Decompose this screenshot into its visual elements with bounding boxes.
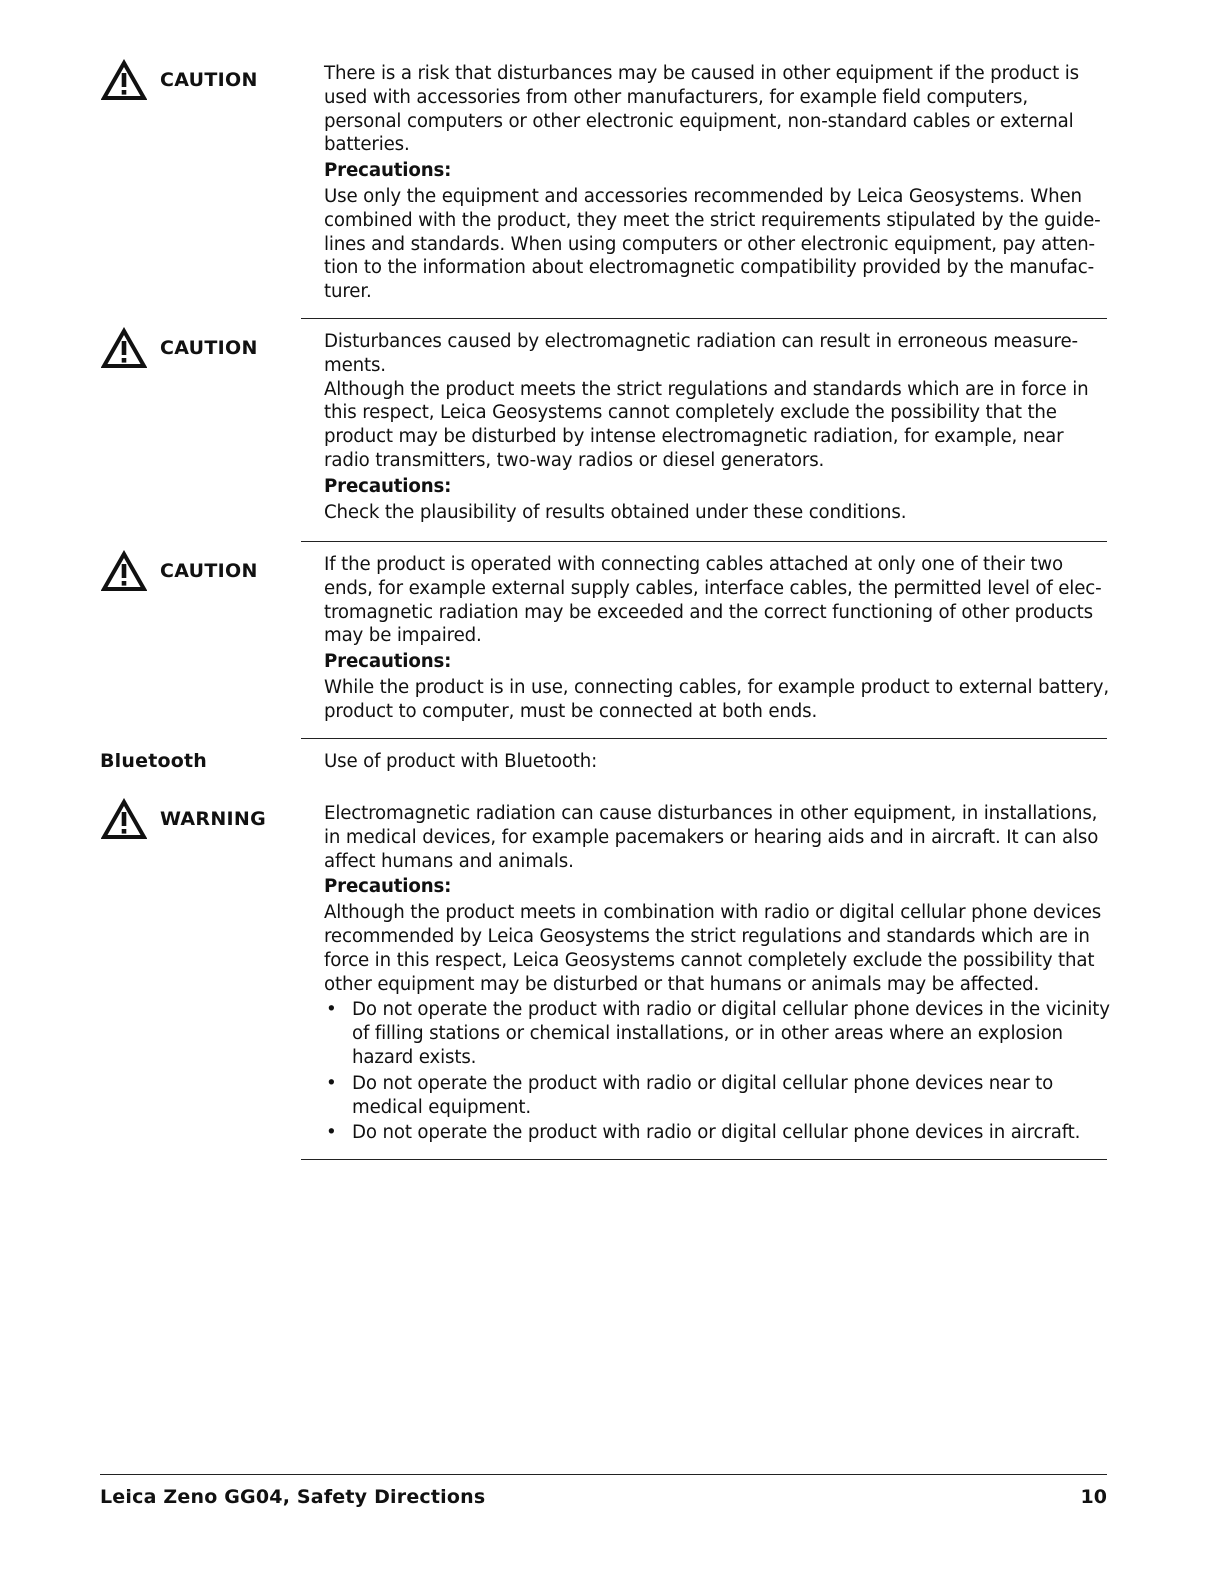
list-item xyxy=(324,1072,1110,1120)
caution-heading: CAUTION xyxy=(160,69,258,91)
precautions-list xyxy=(324,998,1110,1145)
bullet-marker: • xyxy=(326,1072,337,1094)
precautions-heading: Precautions: xyxy=(324,876,452,898)
precautions-heading: Precautions: xyxy=(324,651,452,673)
precautions-text: Use only the equipment and accessories recommended by Leica Geosystems. When combined with the product, they meet the strict requirements stipulated by the guide-lines and standards. When using computers or other electronic equipment, pay atten-tion to the information about electromagnetic compatibility provided by the manufac-turer. xyxy=(324,185,1101,303)
bluetooth-intro xyxy=(324,750,1110,774)
warning-triangle-icon xyxy=(101,798,147,840)
paragraph: There is a risk that disturbances may be caused in other equipment if the product is used with accessories from other manufacturers, for example field computers, personal computers or other electronic equipment, non-standard cables or external batteries. xyxy=(324,63,1079,156)
list-item-text: Do not operate the product with radio or digital cellular phone devices in the vicinity of filling stations or chemical installations, or in other areas where an explosion hazard exists. xyxy=(352,999,1110,1068)
caution-heading: CAUTION xyxy=(160,560,258,582)
warning-triangle-icon xyxy=(101,59,147,101)
section-divider xyxy=(301,541,1107,542)
paragraph: Electromagnetic radiation can cause disturbances in other equipment, in installations, in medical devices, for example pacemakers or hearing aids and in aircraft. It can also affect humans and animals. xyxy=(324,803,1099,872)
list-item xyxy=(324,998,1110,1069)
page-number: 10 xyxy=(1080,1486,1107,1508)
paragraph: If the product is operated with connecting cables attached at only one of their two ends, for example external supply cables, interface cables, the permitted level of elec-tromagnetic radiation may be exceeded and the correct functioning of other products may be impaired. xyxy=(324,554,1102,647)
section-divider xyxy=(301,738,1107,739)
bullet-marker: • xyxy=(326,1122,337,1144)
precautions-text: While the product is in use, connecting cables, for example product to external battery, product to computer, must be connected at both ends. xyxy=(324,676,1109,722)
list-item-text: Do not operate the product with radio or digital cellular phone devices in aircraft. xyxy=(352,1122,1081,1144)
warning-body xyxy=(324,802,1110,1147)
list-item xyxy=(324,1121,1110,1145)
caution-body-1 xyxy=(324,62,1110,304)
section-divider xyxy=(301,1159,1107,1160)
warning-triangle-icon xyxy=(101,327,147,369)
caution-body-2 xyxy=(324,330,1110,524)
footer-title: Leica Zeno GG04, Safety Directions xyxy=(100,1486,486,1508)
warning-triangle-icon xyxy=(101,550,147,592)
section-divider xyxy=(301,318,1107,319)
caution-label-3 xyxy=(101,550,258,592)
list-item-text: Do not operate the product with radio or digital cellular phone devices near to medical equipment. xyxy=(352,1072,1054,1118)
paragraph: Disturbances caused by electromagnetic radiation can result in erroneous measure-ments. xyxy=(324,331,1078,376)
paragraph: Use of product with Bluetooth: xyxy=(324,751,598,772)
caution-label-1 xyxy=(101,59,258,101)
precautions-heading: Precautions: xyxy=(324,160,452,182)
footer-divider xyxy=(100,1474,1107,1475)
caution-body-3 xyxy=(324,553,1110,724)
bluetooth-heading: Bluetooth xyxy=(100,750,208,772)
bullet-marker: • xyxy=(326,999,337,1021)
caution-heading: CAUTION xyxy=(160,337,258,359)
paragraph: Although the product meets the strict regulations and standards which are in force in this respect, Leica Geosystems cannot completely exclude the possibility that the product may be disturbed by intense electromagnetic radiation, for example, near radio transmitters, two-way radios or diesel generators. xyxy=(324,378,1089,471)
warning-label xyxy=(101,798,266,840)
precautions-heading: Precautions: xyxy=(324,475,452,497)
caution-label-2 xyxy=(101,327,258,369)
precautions-text: Although the product meets in combination with radio or digital cellular phone devices recommended by Leica Geosystems the strict regulations and standards which are in force in this respect, Leica Geosystems cannot completely exclude the possibility that other equipment may be disturbed or that humans or animals may be affected. xyxy=(324,902,1102,995)
precautions-text: Check the plausibility of results obtained under these conditions. xyxy=(324,501,907,523)
warning-heading: WARNING xyxy=(160,808,267,830)
